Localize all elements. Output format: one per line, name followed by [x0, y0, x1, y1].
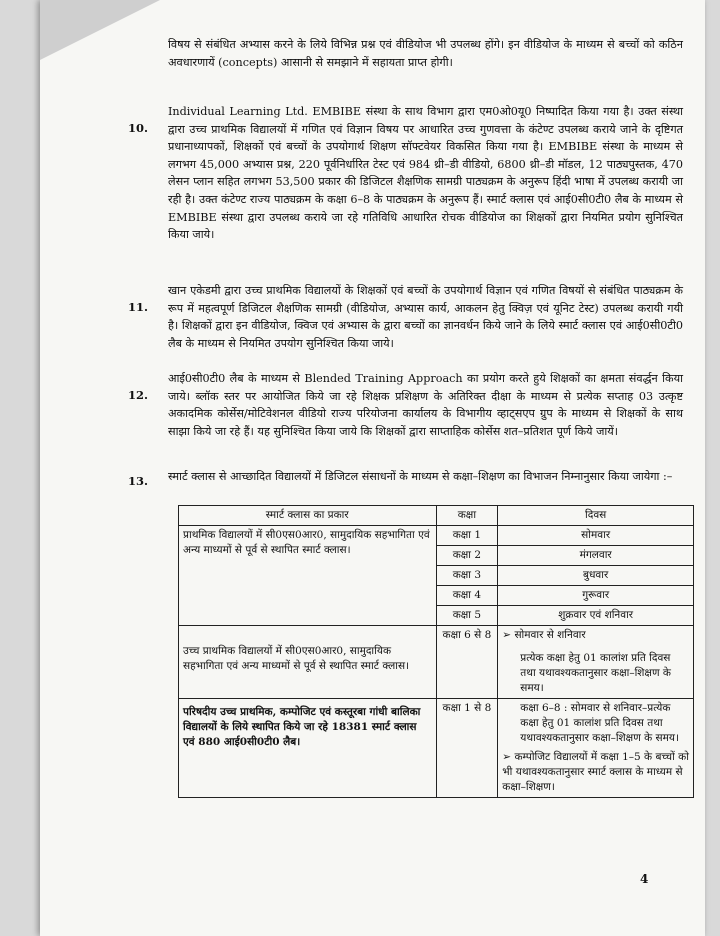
- group2-type: उच्च प्राथमिक विद्यालयों में सी0एस0आर0, सामुदायिक सहभागिता एवं अन्य माध्यमों से पूर्व से स्थापित स्मार्ट क्लास।: [179, 626, 437, 699]
- table-cell: गुरूवार: [498, 586, 694, 606]
- table-cell: शुक्रवार एवं शनिवार: [498, 606, 694, 626]
- header-day: दिवस: [498, 506, 694, 526]
- item-13-text: स्मार्ट क्लास से आच्छादित विद्यालयों में डिजिटल संसाधनों के माध्यम से कक्षा–शिक्षण का विभाजन निम्नानुसार किया जायेगा :–: [168, 470, 673, 483]
- item-12-text: आई0सी0टी0 लैब के माध्यम से Blended Training Approach का प्रयोग करते हुये शिक्षकों का क्षमता संवर्द्धन किया जाये। ब्लॉक स्तर पर आयोजित किये जा रहे शिक्षक प्रशिक्षण के अतिरिक्त दीक्षा के माध्यम से प्रत्येक सप्ताह 03 उत्कृष्ट अकादमिक कोर्सेस/मोटिवेशनल वीडियो राज्य परियोजना कार्यालय के विभागीय व्हाट्सएप ग्रुप के माध्यम से शिक्षकों के साथ साझा किये जा रहे हैं। यह सुनिश्चित किया जाये कि शिक्षकों द्वारा साप्ताहिक कोर्सेस शत–प्रतिशत पूर्ण किये जायें।: [168, 372, 683, 438]
- intro-paragraph: विषय से संबंधित अभ्यास करने के लिये विभिन्न प्रश्न एवं वीडियोज भी उपलब्ध होंगे। इन वीडियोज के माध्यम से बच्चों को कठिन अवधारणायें (concepts) आसानी से समझाने में सहायता प्राप्त होगी।: [168, 38, 683, 69]
- table-cell: कक्षा 1: [436, 526, 498, 546]
- item-10-text: Individual Learning Ltd. EMBIBE संस्था के साथ विभाग द्वारा एम0ओ0यू0 निष्पादित किया गया है। उक्त संस्था द्वारा उच्च प्राथमिक विद्यालयों में गणित एवं विज्ञान विषय पर आधारित उच्च गुणवत्ता के कंटेण्ट उपलब्ध कराये जाने के दृष्टिगत प्रधानाध्यापकों, शिक्षकों एवं बच्चों के उपयोगार्थ शिक्षण सॉफ्टवेयर विकसित किया गया है। EMBIBE संस्था के माध्यम से लगभग 45,000 अभ्यास प्रश्न, 220 पूर्वनिर्धारित टेस्ट एवं 984 थ्री–डी वीडियो, 6800 थ्री–डी मॉडल, 12 पाठ्यपुस्तक, 470 लेसन प्लान सहित लगभग 53,500 प्रकार की डिजिटल शैक्षणिक सामग्री पाठ्यक्रम के अनुरूप हिंदी भाषा में उपलब्ध करायी जा रही है। उक्त कंटेण्ट राज्य पाठ्यक्रम के कक्षा 6–8 के पाठ्यक्रम के अनुरूप हैं। स्मार्ट क्लास एवं आई0सी0टी0 लैब के माध्यम से EMBIBE संस्था द्वारा उपलब्ध कराये जा रहे गतिविधि आधारित रोचक वीडियोज का शिक्षकों द्वारा नियमित प्रयोग सुनिश्चित किया जाये।: [168, 105, 683, 242]
- group3-days: [498, 699, 694, 798]
- group2-class: कक्षा 6 से 8: [436, 626, 498, 699]
- item-number-13: 13.: [128, 474, 149, 488]
- item-number-11: 11.: [128, 300, 149, 314]
- group3-day1: कक्षा 6–8 : सोमवार से शनिवार–प्रत्येक कक्षा हेतु 01 कालांश प्रति दिवस तथा यथावश्यकतानुसार कक्षा–शिक्षण के समय।: [520, 702, 679, 744]
- header-class: कक्षा: [436, 506, 498, 526]
- table-cell: बुधवार: [498, 566, 694, 586]
- smart-class-schedule-table: [178, 505, 694, 798]
- item-number-12: 12.: [128, 388, 149, 402]
- header-type: स्मार्ट क्लास का प्रकार: [179, 506, 437, 526]
- group3-day2: ➢ कम्पोजिट विद्यालयों में कक्षा 1–5 के बच्चों को भी यथावश्यकतानुसार स्मार्ट क्लास के माध्यम से कक्षा–शिक्षण।: [502, 751, 689, 793]
- document-page: [40, 0, 705, 936]
- item-11-text: खान एकेडमी द्वारा उच्च प्राथमिक विद्यालयों के शिक्षकों एवं बच्चों के उपयोगार्थ विज्ञान एवं गणित विषयों से संबंधित पाठ्यक्रम के रूप में महत्वपूर्ण डिजिटल शैक्षणिक सामग्री (वीडियोज, अभ्यास कार्य, आकलन हेतु क्विज़ एवं यूनिट टेस्ट) उपलब्ध करायी गयी है। शिक्षकों द्वारा इन वीडियोज, क्विज एवं अभ्यास के द्वारा बच्चों का ज्ञानवर्धन किये जाने के लिये स्मार्ट क्लास एवं आई0सी0टी0 लैब के माध्यम से नियमित उपयोग सुनिश्चित किया जाये।: [168, 284, 683, 350]
- table-cell: कक्षा 4: [436, 586, 498, 606]
- table-cell: कक्षा 3: [436, 566, 498, 586]
- table-cell: कक्षा 5: [436, 606, 498, 626]
- group3-class: कक्षा 1 से 8: [436, 699, 498, 798]
- group2-day2: प्रत्येक कक्षा हेतु 01 कालांश प्रति दिवस तथा यथावश्यकतानुसार कक्षा–शिक्षण के समय।: [520, 652, 671, 694]
- group2-day1: ➢ सोमवार से शनिवार: [502, 629, 586, 641]
- group1-type: प्राथमिक विद्यालयों में सी0एस0आर0, सामुदायिक सहभागिता एवं अन्य माध्यमों से पूर्व से स्थापित स्मार्ट क्लास।: [179, 526, 437, 626]
- arrow-bullet-icon: ➢: [502, 751, 515, 763]
- group3-type: परिषदीय उच्च प्राथमिक, कम्पोजिट एवं कस्तूरबा गांधी बालिका विद्यालयों के लिये स्थापित किये जा रहे 18381 स्मार्ट क्लास एवं 880 आई0सी0टी0 लैब।: [179, 699, 437, 798]
- group2-days: [498, 626, 694, 699]
- arrow-bullet-icon: ➢: [502, 629, 515, 641]
- page-number: 4: [640, 872, 649, 886]
- table-cell: सोमवार: [498, 526, 694, 546]
- table-cell: कक्षा 2: [436, 546, 498, 566]
- folded-corner: [40, 0, 160, 60]
- item-number-10: 10.: [128, 121, 149, 135]
- table-cell: मंगलवार: [498, 546, 694, 566]
